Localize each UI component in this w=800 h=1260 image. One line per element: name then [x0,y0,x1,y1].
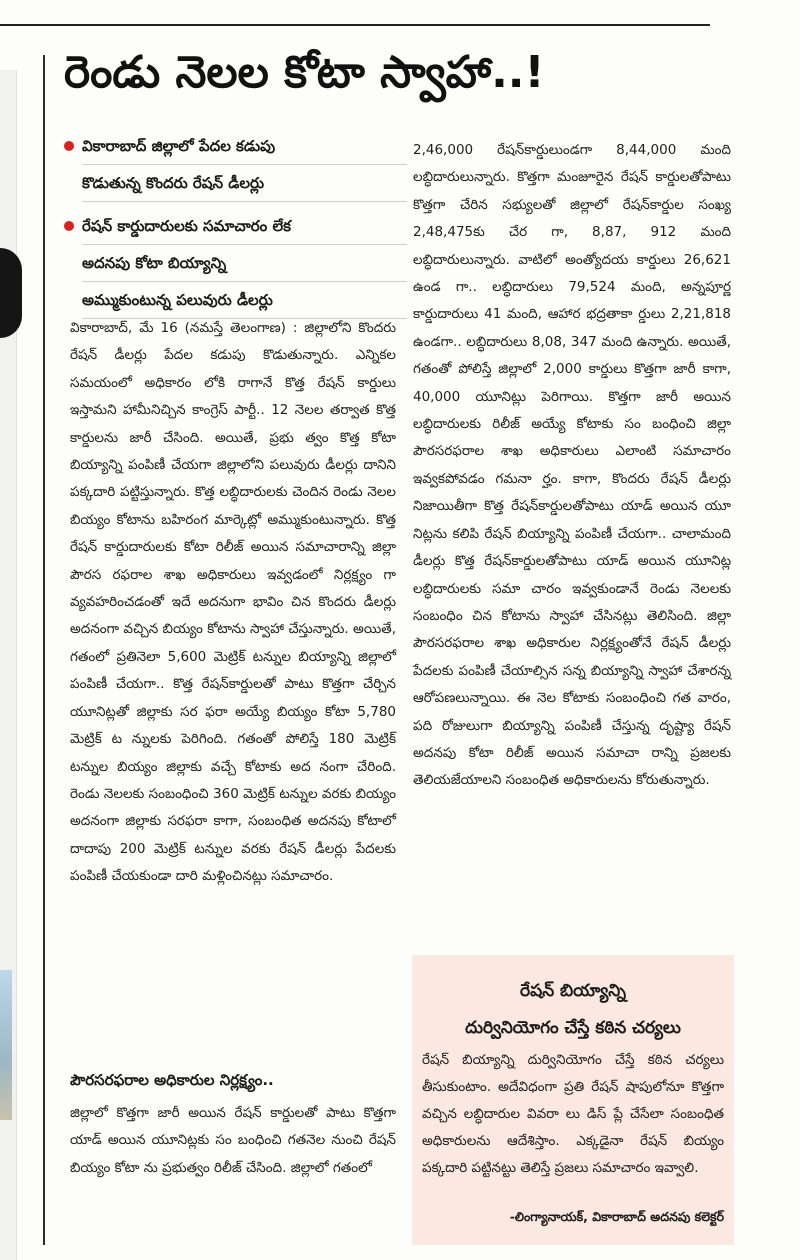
quote-box [412,955,734,1245]
quote-box-title-line: దుర్వినియోగం చేస్తే కఠిన చర్యలు [465,1018,681,1038]
adjacent-black-marker [0,248,22,338]
article-paragraph: 2,46,000 రేషన్‌కార్డులుండగా 8,44,000 మంది లబ్ధిదారులున్నారు. కొత్తగా మంజూరైన రేషన్ కార్డులతోపాటు కొత్తగా చేరిన సభ్యులతో జిల్లాలో రేషన్‌కార్డుల సంఖ్య 2,48,475కు చేర గా, 8,87, 912 మంది లబ్ధిదారులున్నారు. వాటిలో అంత్యోదయ కార్డులు 26,621 ఉండ గా.. లబ్ధిదారులు 79,524 మంది, అన్నపూర్ణ కార్డుదారులు 41 మంది, ఆహార భద్రతాకా ర్డులు 2,21,818 ఉండగా.. లబ్ధిదారులు 8,08, 347 మంది ఉన్నారు. అయితే, గతంతో పోలిస్తే జిల్లాలో 2,000 కార్డులు కొత్తగా జారీ కాగా, 40,000 యూనిట్లు పెరిగాయి. కొత్తగా జారీ అయిన లబ్ధిదారులకు రిలీజ్ అయ్యే కోటాకు సం బంధించి జిల్లా పౌరసరఫరాల శాఖ అధికారులు ఎలాంటి సమాచారం ఇవ్వకపోవడం గమనా ర్హం. కాగా, కొందరు రేషన్ డీలర్లు నిజాయితీగా కొత్త రేషన్‌కార్డులతోపాటు యాడ్ అయిన యూ నిట్లను కలిపి రేషన్ బియ్యాన్ని పంపిణీ చేయగా.. చాలామంది డీలర్లు కొత్త రేషన్‌కార్డులతోపాటు యాడ్ అయిన యూనిట్ల లబ్ధిదారులకు సమా చారం ఇవ్వకుండానే రెండు నెలలకు సంబంధిం చిన కోటాను స్వాహా చేసినట్లు తెలిసింది. జిల్లా పౌరసరఫరాల శాఖ అధికారుల నిర్లక్ష్యంతోనే రేషన్ డీలర్లు పేదలకు పంపిణీ చేయాల్సిన సన్న బియ్యాన్ని స్వాహా చేశారన్న ఆరోపణలున్నాయి. ఈ నెల కోటాకు సంబంధించి గత వారం, పది రోజులుగా బియ్యాన్ని పంపిణీ చేస్తున్న దృష్ట్యా రేషన్ అదనపు కోటా రిలీజ్ అయిన సమాచా రాన్ని ప్రజలకు తెలియజేయాలని సంబంధిత అధికారులను కోరుతున్నారు. [413,142,731,789]
column-rule [43,55,45,1245]
adjacent-photo-edge [0,970,12,1120]
bullet-item [62,128,407,202]
red-bullet-icon [64,141,74,151]
quote-box-title-line: రేషన్ బియ్యాన్ని [520,981,626,1001]
quote-box-title [412,973,734,1047]
quote-text: రేషన్ బియ్యాన్ని దుర్వినియోగం చేస్తే కఠిన చర్యలు తీసుకుంటాం. అదేవిధంగా ప్రతి రేషన్ షాపులోనూ కొత్తగా వచ్చిన లబ్ధిదారుల వివరా లు డిస్ ప్లే చేసేలా సంబంధిత అధికారులను ఆదేశిస్తాం. ఎక్కడైనా రేషన్ బియ్యం పక్కదారి పట్టినట్టు తెలిస్తే ప్రజలు సమాచారం ఇవ్వాలి. [422,1052,724,1176]
bullet-line: కొడుతున్న కొందరు రేషన్ డీలర్లు [82,165,407,202]
article-column-2 [413,137,731,795]
quote-signature: -లింగ్యానాయక్, వికారాబాద్ అదనపు కలెక్టర్ [509,1209,724,1224]
article-column-1-continued [70,1100,396,1182]
section-subheading: పౌరసరఫరాల అధికారుల నిర్లక్ష్యం.. [70,1071,274,1089]
bullet-item [62,208,407,319]
article-column-1 [70,315,396,891]
top-rule [0,24,710,26]
bullet-line: రేషన్ కార్డుదారులకు సమాచారం లేక [82,208,407,245]
headline: రెండు నెలల కోటా స్వాహా..! [64,47,545,98]
bullet-line: అదనపు కోటా బియ్యాన్ని [82,245,407,282]
article-paragraph: జిల్లాలో కొత్తగా జారీ అయిన రేషన్ కార్డులతో పాటు కొత్తగా యాడ్ అయిన యూనిట్లకు సం బంధించి గతనెల నుంచి రేషన్ బియ్యం కోటా ను ప్రభుత్వం రిలీజ్ చేసింది. జిల్లాలో గతంలో [70,1105,396,1176]
quote-box-body [422,1047,724,1182]
highlight-bullets [62,128,407,325]
bullet-line: అమ్ముకుంటున్న పలువురు డీలర్లు [82,282,407,319]
red-bullet-icon [64,221,74,231]
article-paragraph: వికారాబాద్, మే 16 (నమస్తే తెలంగాణ) : జిల్లాలోని కొందరు రేషన్ డీలర్లు పేదల కడుపు కొడుతున్నారు. ఎన్నికల సమయంలో అధికారం లోకి రాగానే కొత్త రేషన్ కార్డులు ఇస్తామని హామీనిచ్చిన కాంగ్రెస్ పార్టీ.. 12 నెలల తర్వాత కొత్త కార్డులను జారీ చేసింది. అయితే, ప్రభు త్వం కొత్త కోటా బియ్యాన్ని పంపిణీ చేయగా జిల్లాలోని పలువురు డీలర్లు దానిని పక్కదారి పట్టిస్తున్నారు. కొత్త లబ్ధిదారులకు చెందిన రెండు నెలల బియ్యం కోటాను బహిరంగ మార్కెట్లో అమ్ముకుంటున్నారు. కొత్త రేషన్ కార్డుదారులకు కోటా రిలీజ్ అయిన సమాచారాన్ని జిల్లా పౌరస రఫరాల శాఖ అధికారులు ఇవ్వడంలో నిర్లక్ష్యం గా వ్యవహరించడంతో ఇదే అదనుగా భావిం చిన కొందరు డీలర్లు అదనంగా వచ్చిన బియ్యం కోటాను స్వాహా చేస్తున్నారు. అయితే, గతంలో ప్రతినెలా 5,600 మెట్రిక్ టన్నుల బియ్యాన్ని జిల్లాలో పంపిణీ చేయగా.. కొత్త రేషన్‌కార్డులతో పాటు కొత్తగా చేర్చిన యూనిట్లతో జిల్లాకు సర ఫరా అయ్యే బియ్యం కోటా 5,780 మెట్రిక్ ట న్నులకు పెరిగింది. గతంతో పోలిస్తే 180 మెట్రిక్ టన్నుల బియ్యం జిల్లాకు వచ్చే కోటాకు అద నంగా చేరింది. రెండు నెలలకు సంబంధించి 360 మెట్రిక్ టన్నుల వరకు బియ్యం అదనంగా జిల్లాకు సరఫరా కాగా, సంబంధిత అదనపు కోటాలో దాదాపు 200 మెట్రిక్ టన్నుల వరకు రేషన్ డీలర్లు పేదలకు పంపిణీ చేయకుండా దారి మళ్లించినట్లు సమాచారం. [70,320,396,885]
bullet-line: వికారాబాద్ జిల్లాలో పేదల కడుపు [82,128,407,165]
